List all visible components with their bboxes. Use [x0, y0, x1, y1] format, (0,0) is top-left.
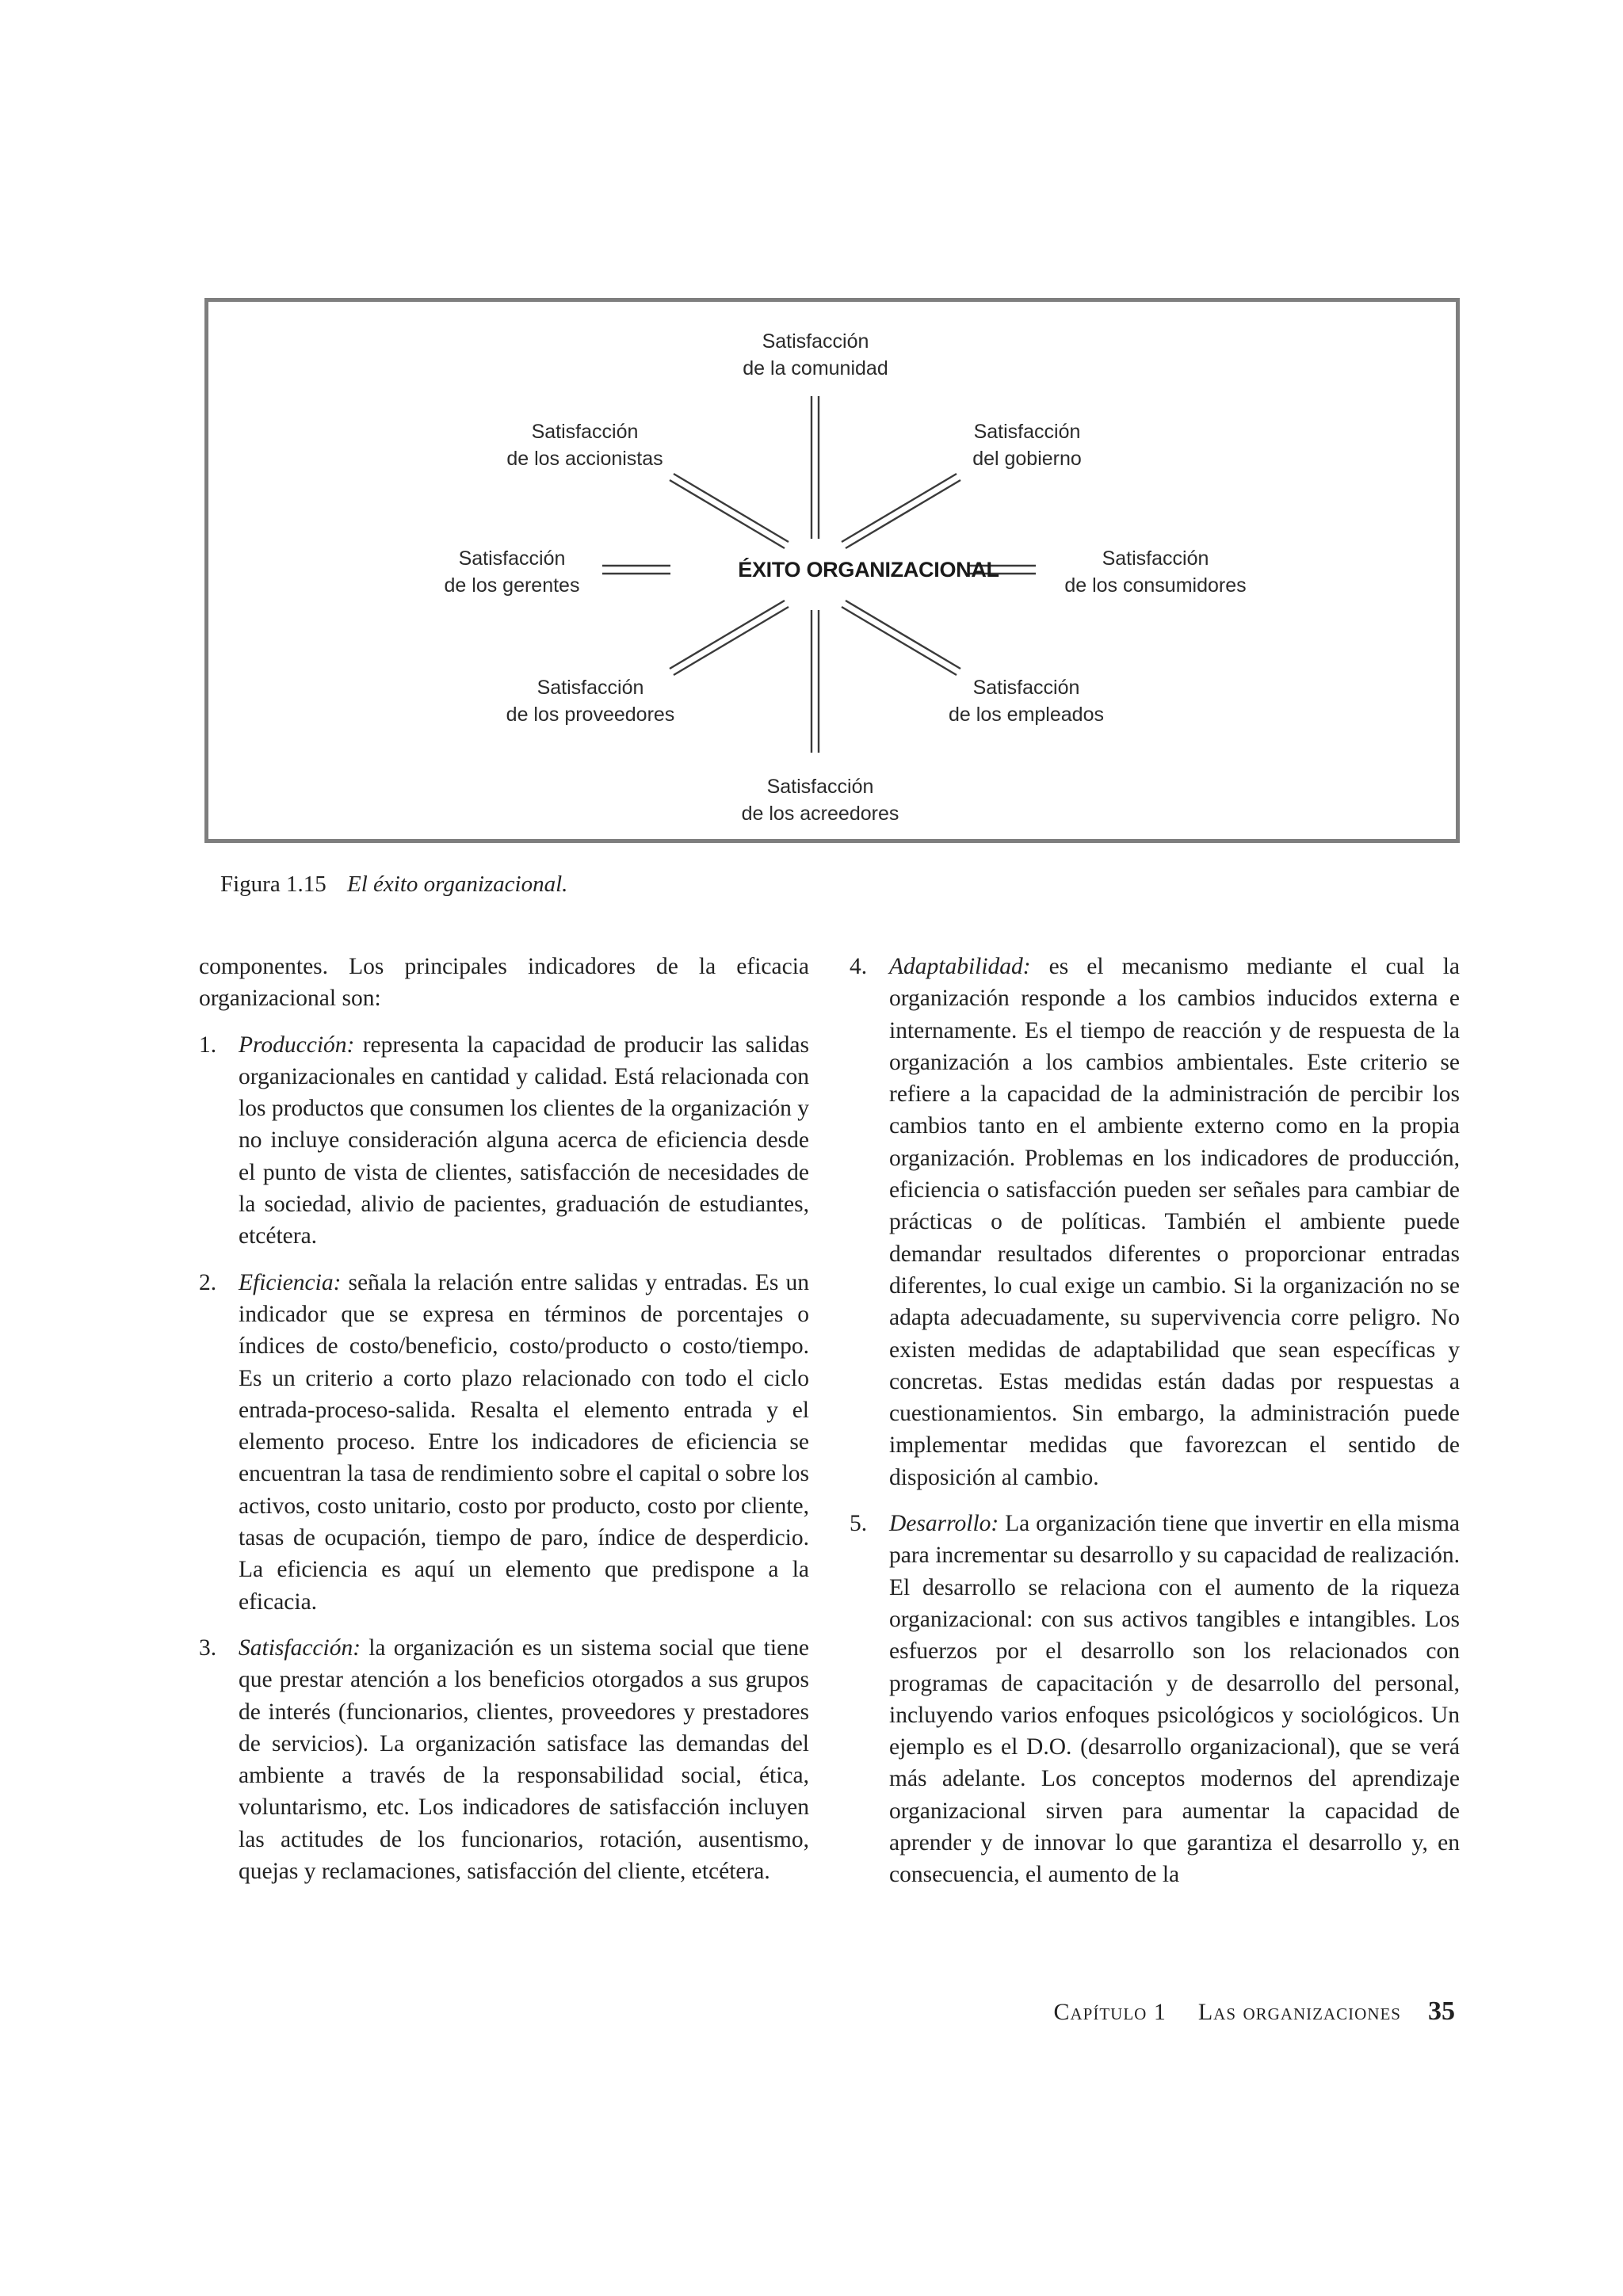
page-number: 35: [1428, 1997, 1455, 2026]
line-empleados: [842, 601, 960, 675]
label-gobierno: Satisfacción del gobierno: [972, 421, 1082, 470]
chapter-label: Capítulo 1: [1053, 1999, 1167, 2025]
list-item: 5. Desarrollo: La organización tiene que invertir en ella misma para incrementar su desarrollo y su capacidad de realización. El desarrollo se relaciona con el aumento de la riqueza organizacional: con sus activos tangibles e intangibles. Los esfuerzos por el desarrollo son los relacionados con programas de capacitación y de desarrollo del personal, incluyendo varios enfoques psicológicos y sociológicos. Un ejemplo es el D.O. (desarrollo organizacional), que se verá más adelante. Los conceptos modernos del aprendizaje organizacional sirven para aumentar la capacidad de aprender y de innovar lo que garantiza el desarrollo y, en consecuencia, el aumento de la: [850, 1511, 1460, 1888]
connector-lines: [0, 0, 1623, 871]
label-empleados: Satisfacción de los empleados: [949, 677, 1104, 726]
label-accionistas: Satisfacción de los accionistas: [506, 421, 663, 470]
right-column: [850, 951, 1460, 1905]
line-gerentes: [602, 566, 670, 574]
page-footer: [1053, 1997, 1455, 2027]
label-gerentes: Satisfacción de los gerentes: [444, 547, 580, 597]
list-item: 1. Producción: representa la capacidad de producir las salidas organizacionales en cantidad y calidad. Está relacionada con los productos que consumen los clientes de la organización y no incluye consideración alguna acerca de eficiencia desde el punto de vista de clientes, satisfacción de necesidades de la sociedad, alivio de pacientes, graduación de estudiantes, etcétera.: [199, 1032, 809, 1249]
line-acreedores: [812, 610, 819, 753]
figure-caption: [220, 871, 567, 898]
chapter-title: Las organizaciones: [1197, 1999, 1401, 2025]
label-acreedores: Satisfacción de los acreedores: [741, 776, 899, 825]
intro-paragraph: componentes. Los principales indicadores de la eficacia organizacional son:: [199, 954, 809, 1012]
label-proveedores: Satisfacción de los proveedores: [506, 677, 675, 726]
caption-title: El éxito organizacional.: [347, 871, 568, 897]
line-proveedores: [670, 601, 789, 675]
list-item: 3. Satisfacción: la organización es un sistema social que tiene que prestar atención a los beneficios otorgados a sus grupos de interés (funcionarios, clientes, proveedores y prestadores de servicios). La organización satisface las demandas del ambiente a través de la responsabilidad social, ética, voluntarismo, etc. Los indicadores de satisfacción incluyen las actitudes de los funcionarios, rotación, ausentismo, quejas y reclamaciones, satisfacción del cliente, etcétera.: [199, 1634, 809, 1885]
caption-number: Figura 1.15: [220, 871, 327, 897]
line-accionistas: [670, 474, 789, 548]
label-comunidad: Satisfacción de la comunidad: [743, 330, 888, 379]
list-item: 4. Adaptabilidad: es el mecanismo mediante el cual la organización responde a los cambios inducidos externa e internamente. Es el tiempo de reacción y de respuesta de la organización a los cambios ambientales. Este criterio se refiere a la capacidad de la administración de percibir los cambios tanto en el ambiente externo como en la propia organización. Problemas en los indicadores de producción, eficiencia o satisfacción pueden ser señales para cambiar de prácticas o de políticas. También el ambiente puede demandar resultados diferentes o proporcionar entradas diferentes, lo cual exige un cambio. Si la organización no se adapta adecuadamente, su supervivencia corre peligro. No existen medidas de adaptabilidad que sean específicas y concretas. Estas medidas están dadas por respuestas a cuestionamientos. Sin embargo, la administración puede implementar medidas que favorezcan el sentido de disposición al cambio.: [850, 954, 1460, 1490]
label-consumidores: Satisfacción de los consumidores: [1064, 547, 1247, 597]
center-label: ÉXITO ORGANIZACIONAL: [738, 558, 999, 582]
line-gobierno: [842, 474, 960, 548]
line-comunidad: [812, 396, 819, 539]
left-column: [199, 951, 809, 1901]
list-item: 2. Eficiencia: señala la relación entre salidas y entradas. Es un indicador que se expresa en términos de porcentajes o índices de costo/beneficio, costo/producto o costo/tiempo. Es un criterio a corto plazo relacionado con todo el ciclo entrada-proceso-salida. Resalta el elemento entrada y el elemento proceso. Entre los indicadores de eficiencia se encuentran la tasa de rendimiento sobre el capital o sobre los activos, costo unitario, costo por producto, costo por cliente, tasas de ocupación, tiempo de paro, índice de desperdicio. La eficiencia es aquí un elemento que predispone a la eficacia.: [199, 1269, 809, 1615]
